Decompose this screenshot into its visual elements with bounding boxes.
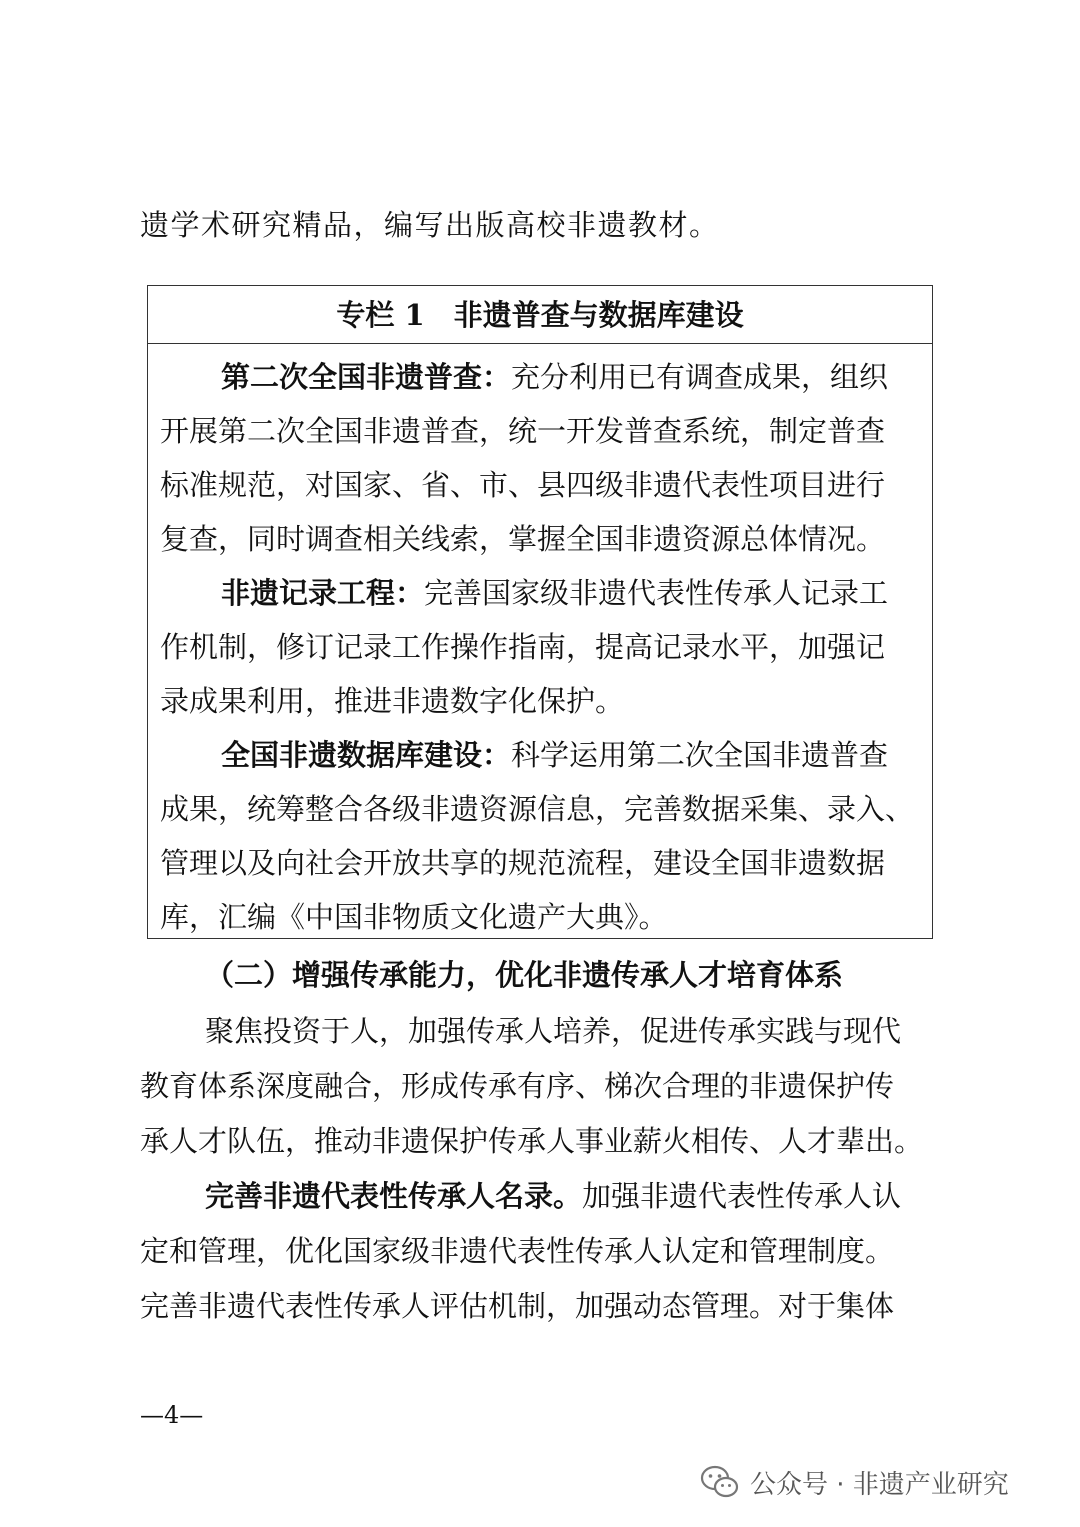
section-heading: （二）增强传承能力，优化非遗传承人才培育体系 (205, 958, 844, 992)
box-item-line (221, 735, 888, 775)
box-item-text: 完善国家级非遗代表性传承人记录工 (424, 576, 889, 610)
column-box-title: 专栏 1 非遗普查与数据库建设 (336, 298, 744, 332)
paragraph-line: 定和管理，优化国家级非遗代表性传承人认定和管理制度。 (140, 1234, 895, 1268)
paragraph-heading: 完善非遗代表性传承人名录。 (205, 1179, 583, 1213)
box-item-line: 复查，同时调查相关线索，掌握全国非遗资源总体情况。 (160, 522, 886, 556)
box-item-line (221, 357, 888, 397)
wechat-icon (700, 1464, 740, 1500)
box-item-line (221, 573, 888, 613)
box-item-text: 科学运用第二次全国非遗普查 (511, 738, 889, 772)
box-item-line: 开展第二次全国非遗普查，统一开发普查系统，制定普查 (160, 414, 886, 448)
box-item-heading: 非遗记录工程： (221, 576, 425, 610)
box-item-text: 充分利用已有调查成果，组织 (511, 360, 889, 394)
paragraph-line: 承人才队伍，推动非遗保护传承人事业薪火相传、人才辈出。 (140, 1124, 924, 1158)
paragraph-line (205, 1176, 901, 1216)
box-item-line: 管理以及向社会开放共享的规范流程，建设全国非遗数据 (160, 846, 886, 880)
box-item-line: 作机制，修订记录工作操作指南，提高记录水平，加强记 (160, 630, 886, 664)
box-item-line: 录成果利用，推进非遗数字化保护。 (160, 684, 625, 718)
paragraph-line: 聚焦投资于人，加强传承人培养，促进传承实践与现代 (205, 1014, 902, 1048)
paragraph-line: 完善非遗代表性传承人评估机制，加强动态管理。对于集体 (140, 1289, 895, 1323)
paragraph-line: 遗学术研究精品，编写出版高校非遗教材。 (140, 208, 720, 242)
box-item-heading: 第二次全国非遗普查： (221, 360, 512, 394)
box-item-line: 成果，统筹整合各级非遗资源信息，完善数据采集、录入、 (160, 792, 915, 826)
watermark (700, 1462, 1009, 1502)
watermark-text: 公众号 · 非遗产业研究 (750, 1469, 1009, 1500)
box-item-heading: 全国非遗数据库建设： (221, 738, 512, 772)
page-number: —4— (140, 1401, 204, 1429)
paragraph-line: 教育体系深度融合，形成传承有序、梯次合理的非遗保护传 (140, 1069, 895, 1103)
box-item-line: 标准规范，对国家、省、市、县四级非遗代表性项目进行 (160, 468, 886, 502)
paragraph-text: 加强非遗代表性传承人认 (582, 1179, 902, 1213)
box-item-line: 库，汇编《中国非物质文化遗产大典》。 (160, 900, 668, 934)
column-box-title-row (148, 286, 932, 344)
